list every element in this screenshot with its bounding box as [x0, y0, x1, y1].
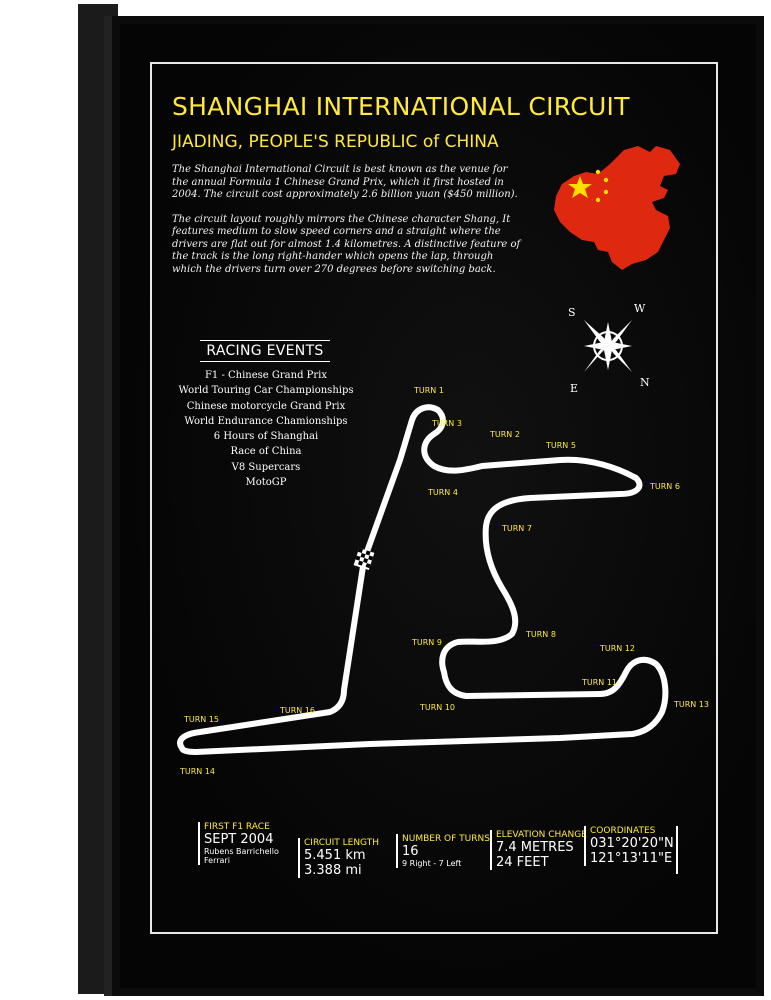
stat-detail: 9 Right - 7 Left [402, 859, 462, 868]
stat-value: 3.388 mi [304, 863, 362, 878]
turn-label: TURN 15 [184, 715, 220, 724]
stat-label: COORDINATES [590, 826, 656, 836]
racing-event-item: V8 Supercars [231, 461, 301, 473]
racing-event-item: F1 - Chinese Grand Prix [204, 370, 327, 381]
stat-value: 7.4 METRES [496, 840, 574, 855]
circuit-track-line [180, 407, 665, 752]
turn-label: TURN 3 [432, 419, 462, 428]
compass-label-s: S [568, 306, 576, 319]
stat-value: 5.451 km [304, 848, 366, 863]
stat-coordinates [584, 826, 674, 866]
turn-label: TURN 14 [180, 767, 216, 776]
turn-label: TURN 11 [582, 678, 618, 687]
turn-label: TURN 6 [650, 482, 680, 491]
stat-value: 24 FEET [496, 855, 549, 870]
description [172, 164, 522, 288]
stat-value: SEPT 2004 [204, 832, 274, 847]
stat-label: CIRCUIT LENGTH [304, 838, 379, 848]
stat-circuit-length [298, 838, 379, 878]
stat-detail: Ferrari [204, 856, 230, 865]
racing-event-item: Chinese motorcycle Grand Prix [186, 400, 346, 412]
stat-value: 16 [402, 844, 419, 859]
stat-value: 031°20'20"N [590, 836, 674, 851]
poster-title: SHANGHAI INTERNATIONAL CIRCUIT [172, 92, 630, 121]
turn-label: TURN 16 [280, 706, 316, 715]
turn-label: TURN 4 [428, 488, 458, 497]
racing-event-item: MotoGP [245, 477, 287, 489]
compass-label-w: W [634, 302, 646, 315]
turn-label: TURN 10 [420, 703, 456, 712]
racing-event-item: World Endurance Chamionships [184, 415, 348, 427]
stat-label: ELEVATION CHANGE [496, 830, 587, 840]
stat-detail: Rubens Barrichello [204, 847, 279, 856]
china-flag-map-icon [552, 144, 692, 272]
turn-label: TURN 13 [674, 700, 710, 709]
stat-first-race [198, 822, 279, 865]
turn-label: TURN 7 [502, 524, 532, 533]
compass-label-e: E [570, 382, 579, 392]
turn-label: TURN 5 [546, 441, 576, 450]
turn-label: TURN 9 [412, 638, 442, 647]
turn-label: TURN 1 [414, 386, 444, 395]
stat-label: NUMBER OF TURNS [402, 834, 490, 844]
stat-label: FIRST F1 RACE [204, 822, 270, 832]
circuit-track-map [150, 370, 710, 790]
start-finish-line [354, 548, 375, 570]
racing-events-heading: RACING EVENTS [200, 340, 330, 362]
turn-label: TURN 12 [600, 644, 636, 653]
racing-event-item: Race of China [230, 446, 302, 458]
stat-value: 121°13'11"E [590, 851, 673, 866]
racing-event-item: World Touring Car Championships [178, 385, 354, 397]
stat-elevation-change [490, 830, 587, 870]
racing-event-item: 6 Hours of Shanghai [213, 431, 319, 443]
stats-end-divider [676, 826, 678, 874]
compass-label-n: N [640, 376, 650, 389]
stat-number-of-turns [396, 834, 490, 868]
turn-label: TURN 2 [490, 430, 520, 439]
description-paragraph: The Shanghai International Circuit is best known as the venue for the annual Formula 1 Chinese Grand Prix, which it first hosted in 2004. The circuit cost approximately 2.6 billion yuan ($450 million). [172, 164, 518, 200]
turn-label: TURN 8 [526, 630, 556, 639]
description-paragraph: The circuit layout roughly mirrors the Chinese character Shang, It features medium to slow speed corners and a straight where the drivers are flat out for almost 1.4 kilometres. A distinctive feature of the track is the long right-hander which opens the lap, through which the drivers turn over 270 degrees before switching back. [172, 213, 521, 275]
poster-subtitle: JIADING, PEOPLE'S REPUBLIC of CHINA [172, 132, 499, 152]
